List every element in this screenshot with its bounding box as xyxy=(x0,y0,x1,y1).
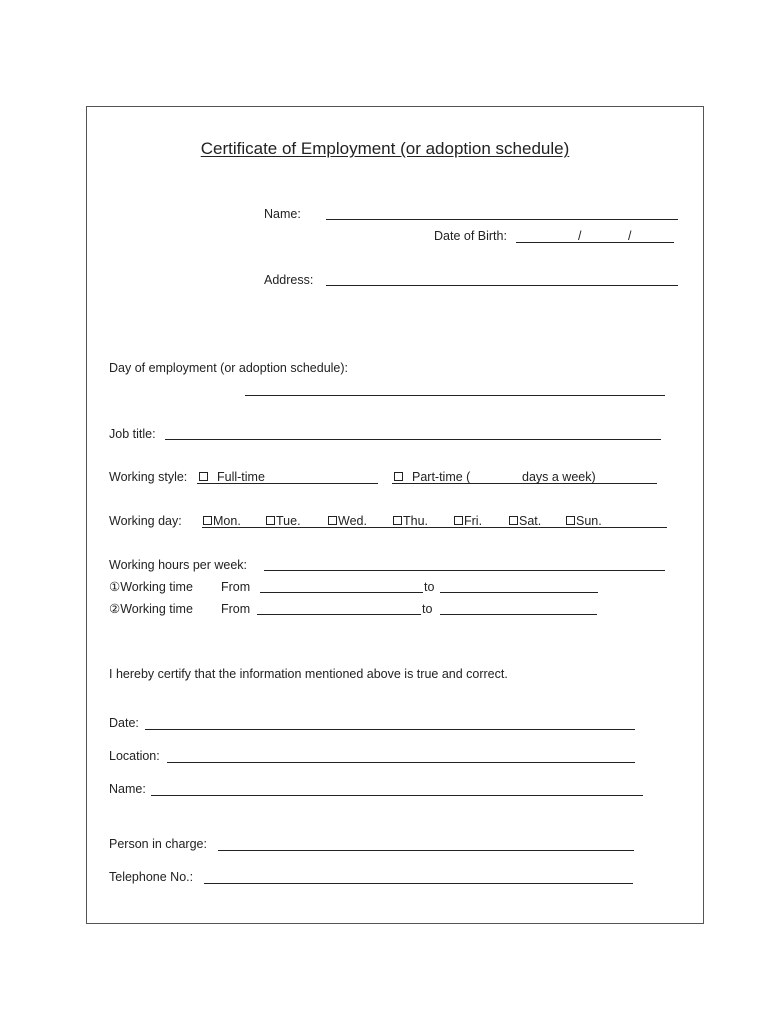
friday-label: Fri. xyxy=(464,514,483,528)
saturday-checkbox[interactable] xyxy=(509,516,518,525)
job-title-field[interactable] xyxy=(165,439,661,440)
telephone-field[interactable] xyxy=(204,883,633,884)
employment-day-field[interactable] xyxy=(245,395,665,396)
working-day-label: Working day: xyxy=(109,514,182,528)
parttime-label: Part-time ( xyxy=(412,470,471,484)
from-label: From xyxy=(221,580,251,594)
person-in-charge-field[interactable] xyxy=(218,850,634,851)
thursday-checkbox[interactable] xyxy=(393,516,402,525)
person-in-charge-label: Person in charge: xyxy=(109,837,207,851)
address-label: Address: xyxy=(264,273,314,287)
sunday-label: Sun. xyxy=(576,514,602,528)
working-time-1-label: ①Working time xyxy=(109,580,193,594)
signer-name-field[interactable] xyxy=(151,795,643,796)
address-field[interactable] xyxy=(326,285,678,286)
date-field[interactable] xyxy=(145,729,635,730)
wednesday-label: Wed. xyxy=(338,514,367,528)
certification-statement: I hereby certify that the information mentioned above is true and correct. xyxy=(109,667,508,681)
working-time-2-from-field[interactable] xyxy=(257,614,421,615)
dob-field[interactable] xyxy=(516,242,674,243)
location-label: Location: xyxy=(109,749,160,763)
working-time-2-label: ②Working time xyxy=(109,602,193,616)
from-label: From xyxy=(221,602,251,616)
location-field[interactable] xyxy=(167,762,635,763)
thursday-label: Thu. xyxy=(403,514,429,528)
working-time-1-to-field[interactable] xyxy=(440,592,598,593)
name-field[interactable] xyxy=(326,219,678,220)
tuesday-label: Tue. xyxy=(276,514,301,528)
wednesday-checkbox[interactable] xyxy=(328,516,337,525)
working-time-2-to-field[interactable] xyxy=(440,614,597,615)
friday-checkbox[interactable] xyxy=(454,516,463,525)
dob-separator: / xyxy=(578,229,582,243)
dob-separator: / xyxy=(628,229,632,243)
date-label: Date: xyxy=(109,716,139,730)
working-hours-field[interactable] xyxy=(264,570,665,571)
tuesday-checkbox[interactable] xyxy=(266,516,275,525)
signer-name-label: Name: xyxy=(109,782,146,796)
monday-label: Mon. xyxy=(213,514,241,528)
saturday-label: Sat. xyxy=(519,514,542,528)
days-a-week-label: days a week) xyxy=(522,470,596,484)
working-style-label: Working style: xyxy=(109,470,188,484)
monday-checkbox[interactable] xyxy=(203,516,212,525)
working-style-underline xyxy=(197,483,378,484)
telephone-label: Telephone No.: xyxy=(109,870,194,884)
fulltime-checkbox[interactable] xyxy=(199,472,208,481)
working-time-1-from-field[interactable] xyxy=(260,592,423,593)
name-label: Name: xyxy=(264,207,301,221)
dob-label: Date of Birth: xyxy=(434,229,507,243)
to-label: to xyxy=(424,580,435,594)
parttime-days-field[interactable] xyxy=(392,483,657,484)
sunday-checkbox[interactable] xyxy=(566,516,575,525)
employment-day-label: Day of employment (or adoption schedule): xyxy=(109,361,349,375)
parttime-checkbox[interactable] xyxy=(394,472,403,481)
form-title: Certificate of Employment (or adoption schedule) xyxy=(200,139,570,158)
fulltime-label: Full-time xyxy=(217,470,265,484)
to-label: to xyxy=(422,602,433,616)
job-title-label: Job title: xyxy=(109,427,156,441)
working-hours-label: Working hours per week: xyxy=(109,558,248,572)
